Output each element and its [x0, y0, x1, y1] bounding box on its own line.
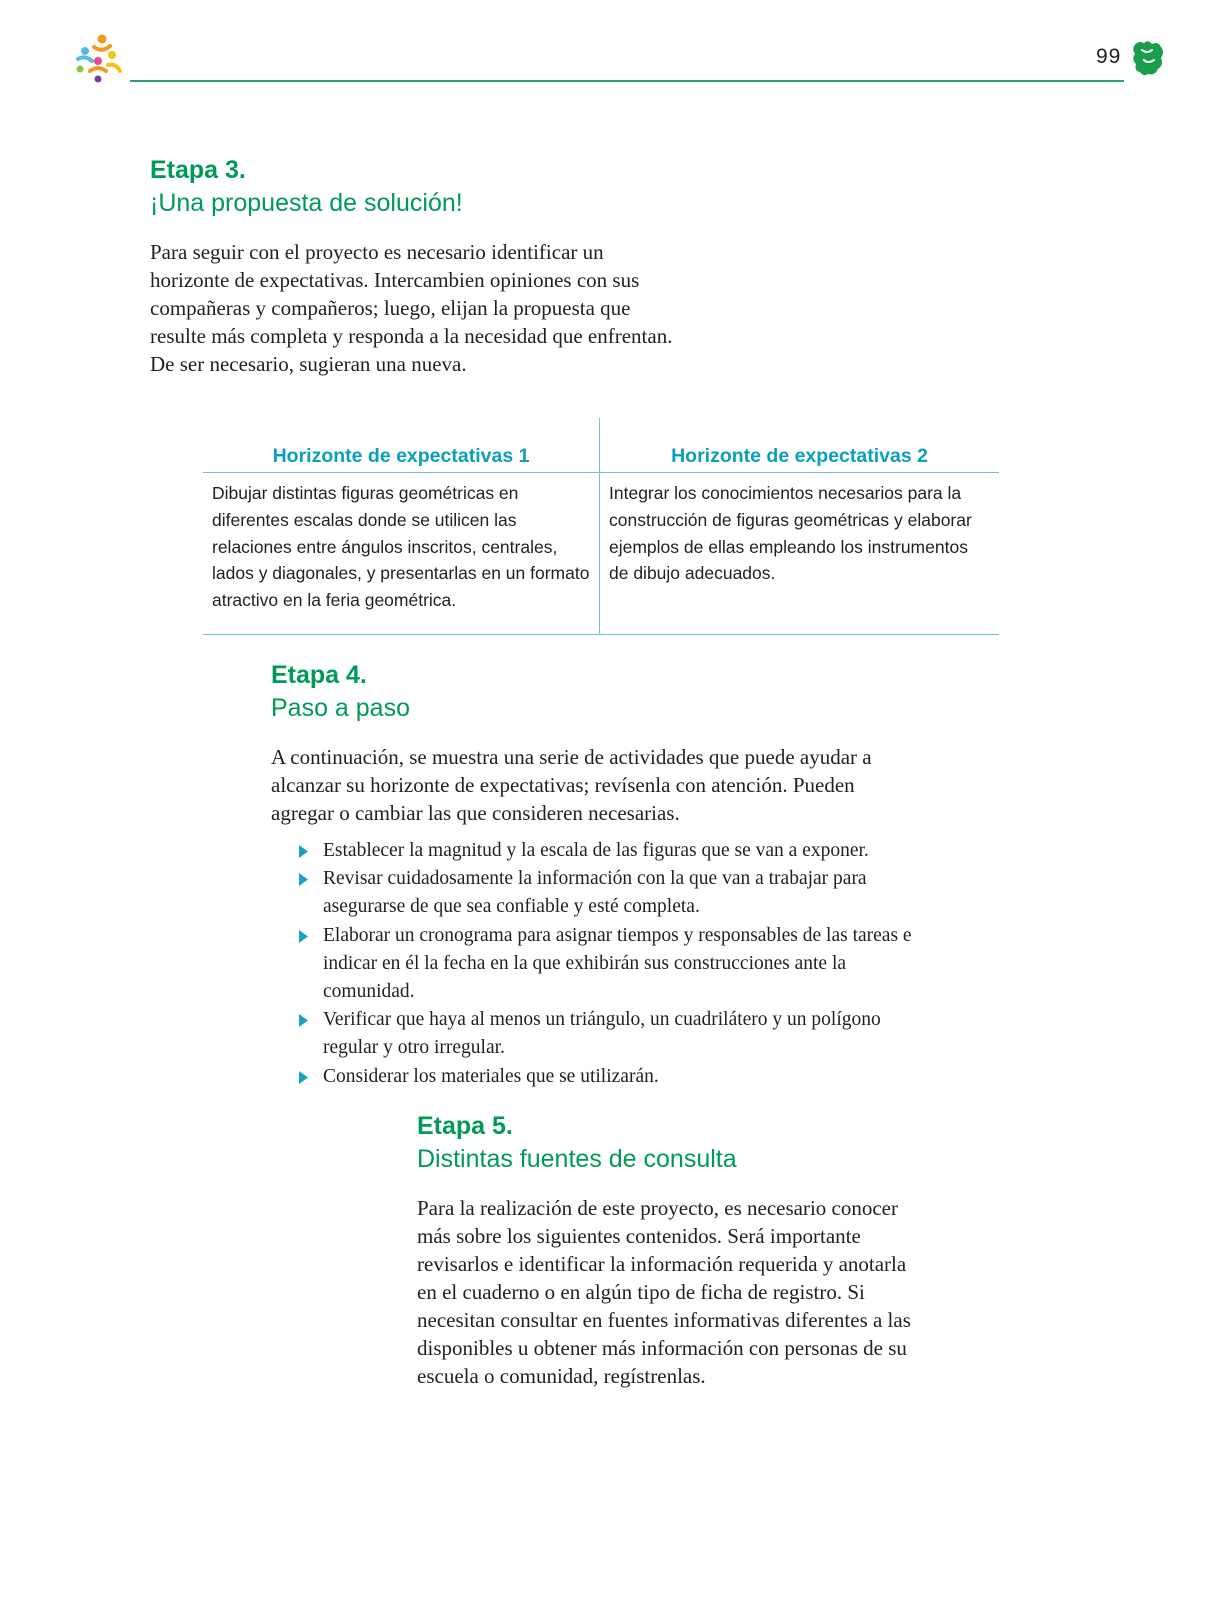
table-header-row	[203, 418, 999, 473]
green-figure-badge-icon	[1130, 38, 1166, 78]
triangle-bullet-icon	[299, 930, 308, 943]
stage5-subtitle: Distintas fuentes de consulta	[417, 1145, 737, 1173]
list-item	[297, 837, 937, 865]
list-item-text: Elaborar un cronograma para asignar tiempos y responsables de las tareas e indicar en él la fecha en la que exhibirán sus construcciones ante la comunidad.	[323, 924, 912, 1003]
stage3-heading	[150, 154, 463, 220]
dancing-figures-logo-icon	[72, 33, 124, 85]
page-number: 99	[1096, 45, 1122, 68]
triangle-bullet-icon	[299, 873, 308, 886]
list-item	[297, 865, 937, 921]
stage4-heading	[271, 659, 410, 725]
table-header-cell: Horizonte de expectativas 1	[203, 418, 600, 473]
triangle-bullet-icon	[299, 1071, 308, 1084]
triangle-bullet-icon	[299, 845, 308, 858]
list-item-text: Considerar los materiales que se utilizarán.	[323, 1065, 659, 1087]
stage5-heading	[417, 1110, 737, 1176]
activity-list	[297, 837, 937, 1091]
table-header-cell: Horizonte de expectativas 2	[600, 418, 1000, 473]
expectations-table	[203, 418, 999, 635]
stage4-subtitle: Paso a paso	[271, 694, 410, 722]
list-item	[297, 1006, 937, 1062]
table-row	[203, 473, 999, 635]
stage3-title: Etapa 3.	[150, 156, 246, 184]
list-item-text: Verificar que haya al menos un triángulo, un cuadrilátero y un polígono regular y otro irregular.	[323, 1009, 881, 1059]
list-item	[297, 922, 937, 1007]
stage3-paragraph: Para seguir con el proyecto es necesario identificar un horizonte de expectativas. Intercambien opiniones con sus compañeras y compañeros; luego, elijan la propuesta que resulte más completa y responda a la necesidad que enfrentan. De ser necesario, sugieran una nueva.	[150, 240, 673, 376]
stage5-paragraph: Para la realización de este proyecto, es necesario conocer más sobre los siguientes contenidos. Será importante revisarlos e identificar la información requerida y anotarla en el cuaderno o en algún tipo de ficha de registro. Si necesitan consultar en fuentes informativas diferentes a las disponibles u obtener más información con personas de su escuela o comunidad, regístrenlas.	[417, 1196, 911, 1388]
stage5-title: Etapa 5.	[417, 1112, 513, 1140]
table-cell: Integrar los conocimientos necesarios para la construcción de figuras geométricas y elaborar ejemplos de ellas empleando los instrumentos de dibujo adecuados.	[600, 473, 1000, 635]
header-rule	[130, 80, 1124, 82]
list-item-text: Revisar cuidadosamente la información con la que van a trabajar para asegurarse de que sea confiable y esté completa.	[323, 868, 867, 918]
stage3-subtitle: ¡Una propuesta de solución!	[150, 189, 463, 217]
table-cell: Dibujar distintas figuras geométricas en diferentes escalas donde se utilicen las relaciones entre ángulos inscritos, centrales, lados y diagonales, y presentarlas en un formato atractivo en la feria geométrica.	[203, 473, 600, 635]
list-item	[297, 1063, 937, 1091]
stage4-paragraph: A continuación, se muestra una serie de actividades que puede ayudar a alcanzar su horizonte de expectativas; revísenla con atención. Pueden agregar o cambiar las que consideren necesarias.	[271, 745, 872, 825]
list-item-text: Establecer la magnitud y la escala de las figuras que se van a exponer.	[323, 840, 869, 861]
triangle-bullet-icon	[299, 1014, 308, 1027]
stage4-title: Etapa 4.	[271, 661, 367, 689]
